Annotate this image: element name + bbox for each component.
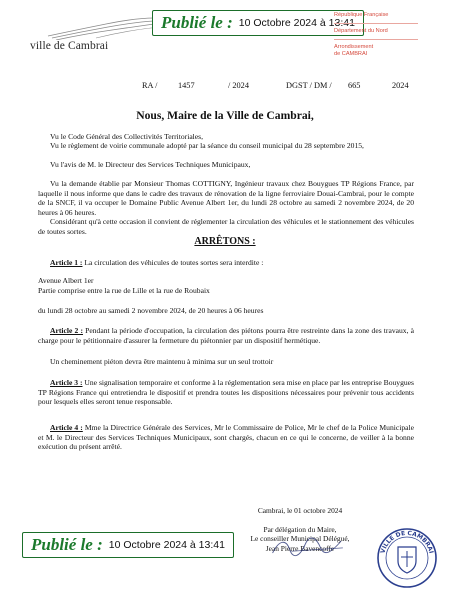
ref-year-2: 2024 — [392, 81, 409, 90]
article-2 — [38, 326, 414, 345]
stamp-prefix: Publié le : — [31, 535, 103, 554]
article-3-label: Article 3 : — [50, 378, 83, 387]
article-1-period: du lundi 28 octobre au samedi 2 novembre 2024, de 20 heures à 06 heures — [38, 306, 264, 315]
logo-graphic — [46, 16, 156, 40]
councillor-line: Le conseiller Municipal Délégué, — [250, 534, 350, 544]
handwritten-signature — [240, 534, 360, 560]
logo-text: ville de Cambrai — [30, 40, 109, 52]
article-2-extra: Un cheminement piéton devra être maintenu à minima sur un seul trottoir — [50, 357, 274, 366]
considerant: Considérant qu'à cette occasion il convient de réglementer la circulation des véhicules et le stationnement des véhicules de toutes sortes. — [38, 217, 414, 236]
vu-reglement: Vu le règlement de voirie communale adopté par la séance du conseil municipal du 28 septembre 2015, — [50, 141, 364, 150]
signatory-name: Jean Pierre Bavencoffe — [265, 543, 335, 553]
article-4-text: Mme la Directrice Générale des Services, Mr le Commissaire de Police, Mr le chef de la Police Municipale et M. le Directeur des Services Techniques Municipaux, sont chargés, chacun en ce qui le concerne, de veiller à la bonne exécution du présent arrêté. — [38, 423, 414, 451]
ref-ra: RA / — [142, 81, 158, 90]
delegation-line: Par délégation du Maire, — [263, 525, 337, 535]
department-label: Département du Nord — [334, 28, 388, 34]
city-logo — [30, 14, 160, 52]
administrative-header — [334, 12, 446, 62]
ref-year-1: / 2024 — [228, 81, 249, 90]
article-1 — [38, 258, 414, 268]
ref-number-2: 665 — [348, 81, 361, 90]
stamp-date: 10 Octobre 2024 à 13:41 — [108, 539, 225, 551]
vu-avis: Vu l'avis de M. le Directeur des Services Techniques Municipaux, — [50, 160, 251, 169]
arretons-heading: ARRÊTONS : — [194, 236, 256, 247]
republic-label: République Française — [334, 12, 389, 18]
article-3 — [38, 378, 414, 407]
stamp-date: 10 Octobre 2024 à 13:41 — [238, 17, 355, 29]
article-1-street: Avenue Albert 1er — [38, 276, 94, 285]
arrondissement-label: Arrondissement — [334, 44, 374, 50]
article-1-text: La circulation des véhicules de toutes sortes sera interdite : — [84, 258, 264, 267]
ref-number-1: 1457 — [178, 81, 195, 90]
article-1-part: Partie comprise entre la rue de Lille et la rue de Roubaix — [38, 286, 210, 295]
article-2-text: Pendant la période d'occupation, la circulation des piétons pourra être restreinte dans la zone des travaux, à charge pour le pétitionnaire d'assurer la fermeture du piétonnier par un dispositif hermétique. — [38, 326, 415, 345]
arrondissement-name: de CAMBRAI — [334, 51, 368, 57]
publication-stamp-bottom — [22, 532, 234, 558]
publication-stamp-top — [152, 10, 364, 36]
vu-code: Vu le Code Général des Collectivités Territoriales, — [50, 132, 204, 141]
header-divider — [334, 39, 418, 40]
article-3-text: Une signalisation temporaire et conforme à la réglementation sera mise en place par les entreprise Bouygues TP Régions France qui entretiendra le dispositif et prendra toutes les dispositions nécessaires pour prévenir tous accidents pour lesquels elles seront tenue responsable. — [38, 378, 415, 406]
article-4-label: Article 4 : — [50, 423, 83, 432]
page-title: Nous, Maire de la Ville de Cambrai, — [136, 109, 314, 122]
signature-block — [220, 506, 380, 562]
article-4 — [38, 423, 414, 452]
article-1-label: Article 1 : — [50, 258, 83, 267]
seal-text: VILLE DE CAMBRAI — [379, 529, 435, 555]
header-divider — [334, 23, 418, 24]
article-2-label: Article 2 : — [50, 326, 83, 335]
stamp-prefix: Publié le : — [161, 13, 233, 32]
vu-demande: Vu la demande établie par Monsieur Thomas COTTIGNY, Ingénieur travaux chez Bouygues TP Régions France, par laquelle il nous informe que dans le cadre des travaux de rénovation de la ligne ferroviaire Douai-Cambrai, pour le compte de la SNCF, il va occuper le Domaine Public Avenue Albert 1er, du lundi 28 octobre au samedi 2 novembre 2024, de 20 heures à 06 heures. — [38, 179, 414, 217]
city-seal-icon — [376, 527, 438, 589]
place-date: Cambrai, le 01 octobre 2024 — [257, 506, 343, 515]
ref-dgst: DGST / DM / — [286, 81, 332, 90]
